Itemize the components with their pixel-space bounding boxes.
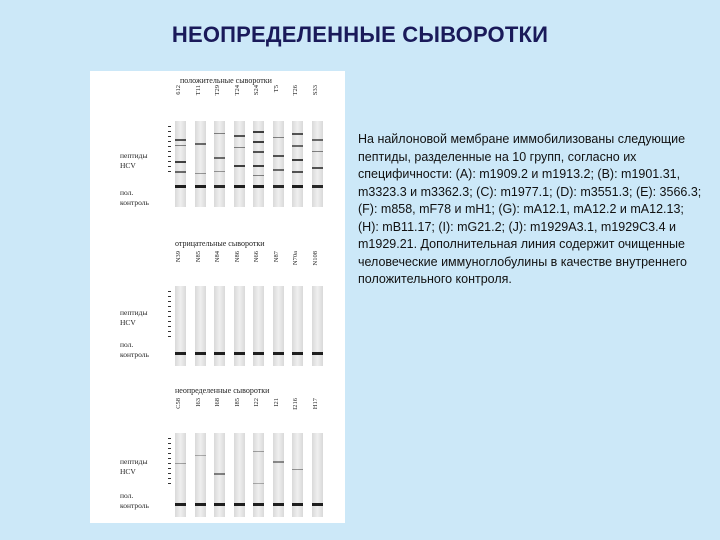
lane-label: S24 <box>253 85 260 96</box>
peptide-tick <box>168 291 171 292</box>
peptide-tick <box>168 171 171 172</box>
peptide-tick <box>168 463 171 464</box>
blot-band <box>214 503 225 506</box>
control-label-line2: контроль <box>120 198 149 207</box>
lane-label: I21 <box>272 398 280 407</box>
blot-lane <box>175 433 186 517</box>
blot-band <box>253 141 264 143</box>
blot-band <box>234 165 245 167</box>
blot-band <box>195 455 206 456</box>
slide-title: НЕОПРЕДЕЛЕННЫЕ СЫВОРОТКИ <box>171 22 549 47</box>
lane-label: N39 <box>175 251 182 263</box>
lane-label: N85 <box>194 251 202 263</box>
blot-lane <box>234 433 245 517</box>
blot-band <box>214 185 225 188</box>
lane-label: T24 <box>233 85 241 96</box>
peptide-tick <box>168 296 171 297</box>
peptide-tick <box>168 331 171 332</box>
panel-title: положительные сыворотки <box>180 76 272 85</box>
blot-lane <box>292 121 303 207</box>
blot-band <box>195 185 206 188</box>
hcv-label: HCV <box>120 161 136 170</box>
blot-band <box>273 503 284 506</box>
control-label-line1: пол. <box>120 188 134 197</box>
blot-lane <box>214 286 225 366</box>
blot-band <box>292 171 303 173</box>
hcv-label: HCV <box>120 318 136 327</box>
peptide-tick <box>168 438 171 439</box>
blot-lane <box>214 433 225 517</box>
blot-band <box>292 145 303 147</box>
lane-label: N86 <box>233 251 241 263</box>
blot-band <box>195 143 206 145</box>
control-label-line2: контроль <box>120 501 149 510</box>
blot-lane <box>214 121 225 207</box>
blot-lane <box>292 286 303 366</box>
blot-band <box>234 147 245 148</box>
lane-label: N87 <box>272 251 280 263</box>
lane-label: N70a <box>292 251 299 266</box>
control-label-line1: пол. <box>120 491 134 500</box>
lane-label: T11 <box>194 85 202 96</box>
control-label-line1: пол. <box>120 340 134 349</box>
blot-lane <box>312 121 323 207</box>
lane-label: N108 <box>311 251 319 266</box>
blot-lane <box>253 286 264 366</box>
blot-band <box>273 461 284 463</box>
peptide-tick <box>168 126 171 127</box>
blot-band <box>175 139 186 141</box>
positive-sera-panel <box>90 71 345 219</box>
lane-label: N84 <box>214 251 221 263</box>
lane-label: T29 <box>214 85 221 96</box>
blot-band <box>253 185 264 188</box>
blot-band <box>312 167 323 169</box>
blot-lane <box>234 121 245 207</box>
panel-title: неопределенные сыворотки <box>175 386 270 395</box>
hcv-label: HCV <box>120 467 136 476</box>
peptide-tick <box>168 448 171 449</box>
blot-band <box>253 175 264 176</box>
blot-lane <box>292 433 303 517</box>
blot-band <box>273 169 284 171</box>
lane-label: S33 <box>311 85 319 96</box>
blot-band <box>234 352 245 355</box>
blot-lane <box>234 286 245 366</box>
blot-band <box>214 171 225 172</box>
blot-band <box>292 159 303 161</box>
blot-lane <box>175 121 186 207</box>
lane-label: C58 <box>175 398 182 409</box>
blot-band <box>273 137 284 138</box>
blot-lane <box>273 121 284 207</box>
peptides-label: пептиды <box>120 308 148 317</box>
peptide-tick <box>168 301 171 302</box>
blot-band <box>214 352 225 355</box>
peptide-tick <box>168 468 171 469</box>
peptide-tick <box>168 131 171 132</box>
peptide-tick <box>168 166 171 167</box>
negative-sera-panel <box>90 234 345 374</box>
blot-band <box>195 173 206 174</box>
peptide-tick <box>168 458 171 459</box>
peptide-tick <box>168 136 171 137</box>
peptide-tick <box>168 473 171 474</box>
blot-band <box>312 139 323 141</box>
peptide-tick <box>168 453 171 454</box>
peptide-tick <box>168 336 171 337</box>
blot-band <box>253 503 264 506</box>
panel-title: отрицательные сыворотки <box>175 239 265 248</box>
lane-label: H17 <box>311 398 319 410</box>
blot-band <box>253 352 264 355</box>
blot-lane <box>253 121 264 207</box>
blot-band <box>292 503 303 506</box>
blot-band <box>175 503 186 506</box>
blot-band <box>312 185 323 188</box>
lane-label: I85 <box>233 398 241 407</box>
blot-lane <box>312 433 323 517</box>
blot-band <box>312 151 323 152</box>
peptide-tick <box>168 443 171 444</box>
peptide-tick <box>168 146 171 147</box>
lane-label: I216 <box>292 398 299 410</box>
western-blot-figure <box>90 71 345 523</box>
blot-band <box>312 352 323 355</box>
blot-band <box>273 352 284 355</box>
blot-lane <box>312 286 323 366</box>
blot-band <box>253 151 264 153</box>
blot-band <box>195 503 206 506</box>
blot-band <box>292 352 303 355</box>
blot-lane <box>195 286 206 366</box>
lane-label: N66 <box>253 251 260 263</box>
lane-label: T26 <box>292 85 299 96</box>
blot-band <box>175 145 186 146</box>
blot-band <box>234 135 245 137</box>
lane-label: T5 <box>272 85 280 93</box>
peptides-label: пептиды <box>120 151 148 160</box>
peptide-tick <box>168 156 171 157</box>
peptide-tick <box>168 151 171 152</box>
blot-lane <box>273 286 284 366</box>
blot-band <box>175 185 186 188</box>
lane-label: I68 <box>214 398 221 407</box>
blot-band <box>253 451 264 452</box>
blot-lane <box>273 433 284 517</box>
blot-band <box>253 165 264 167</box>
blot-lane <box>195 121 206 207</box>
blot-lane <box>253 433 264 517</box>
blot-band <box>292 133 303 135</box>
blot-band <box>234 185 245 188</box>
blot-band <box>195 352 206 355</box>
peptides-label: пептиды <box>120 457 148 466</box>
peptide-tick <box>168 321 171 322</box>
peptide-tick <box>168 306 171 307</box>
blot-lane <box>175 286 186 366</box>
blot-band <box>214 473 225 475</box>
peptide-tick <box>168 141 171 142</box>
blot-band <box>253 483 264 484</box>
peptide-tick <box>168 161 171 162</box>
blot-band <box>253 131 264 133</box>
blot-lane <box>195 433 206 517</box>
blot-band <box>175 161 186 163</box>
description-text: На найлоновой мембране иммобилизованы следующие пептиды, разделенные на 10 групп, согласно их специфичности: (A): m1909.2 и m1913.2; (B): m1901.31, m3323.3 и m3362.3; (C): m1977.1; (D): m3551.3; (E): 3566.3; (F): m858, mF78 и mH1; (G): mA12.1, mA12.2 и mA12.13; (H): mB11.17; (I): mG21.2; (J): m1929A3.1, m1929C3.4 и m1929.21. Дополнительная линия содержит очищенные человеческие иммуноглобулины в качестве внутреннего положительного контроля. <box>358 132 702 286</box>
peptide-tick <box>168 326 171 327</box>
blot-band <box>175 352 186 355</box>
lane-label: 612 <box>175 85 182 95</box>
blot-band <box>312 503 323 506</box>
lane-label: I63 <box>194 398 202 407</box>
peptide-tick <box>168 316 171 317</box>
blot-band <box>234 503 245 506</box>
blot-band <box>292 469 303 470</box>
blot-band <box>214 157 225 159</box>
blot-band <box>292 185 303 188</box>
peptide-tick <box>168 311 171 312</box>
lane-label: I22 <box>253 398 260 407</box>
blot-band <box>273 155 284 157</box>
blot-band <box>273 185 284 188</box>
blot-band <box>175 463 186 464</box>
blot-band <box>214 133 225 134</box>
peptide-tick <box>168 478 171 479</box>
peptide-tick <box>168 483 171 484</box>
indeterminate-sera-panel <box>90 381 345 523</box>
blot-band <box>175 171 186 173</box>
control-label-line2: контроль <box>120 350 149 359</box>
